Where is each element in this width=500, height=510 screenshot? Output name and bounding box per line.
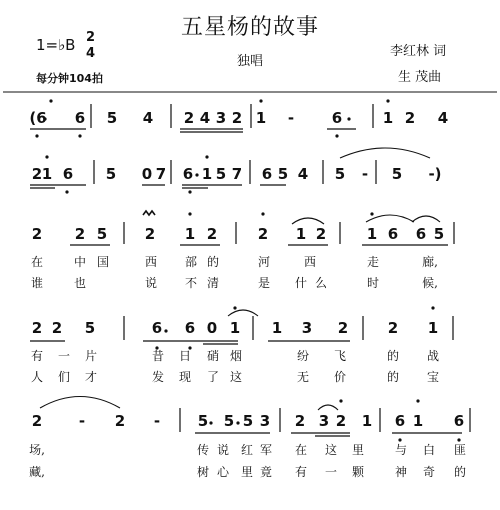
lyric: 奇: [422, 465, 435, 479]
note: 5: [215, 165, 227, 183]
lyric: 的: [386, 370, 399, 384]
lyric: 与: [394, 443, 407, 457]
note: (6: [29, 109, 47, 127]
lyric: 谁: [30, 276, 43, 290]
lyric: 在: [294, 443, 307, 457]
note: 5: [105, 165, 117, 183]
note: 2: [31, 165, 43, 183]
note: 2: [231, 109, 243, 127]
note: 1: [412, 412, 424, 430]
note: 0: [141, 165, 153, 183]
lyric: 无: [296, 370, 309, 384]
note: 2: [387, 319, 399, 337]
lyric: 中: [73, 255, 86, 269]
lyric: 说: [216, 443, 229, 457]
time-signature-top: 2: [86, 30, 96, 45]
lyric: 心: [216, 465, 229, 479]
lyric: 场,: [29, 443, 45, 457]
note: 2: [335, 412, 347, 430]
song-title: 五星杨的故事: [180, 15, 319, 40]
note: 1: [201, 165, 213, 183]
time-signature-bottom: 4: [86, 46, 96, 61]
lyric: 一: [57, 349, 70, 363]
note: 6: [62, 165, 74, 183]
lyric: 清: [206, 276, 219, 290]
note: 2: [31, 225, 43, 243]
lyric: 才: [84, 370, 97, 384]
note: 6: [182, 165, 194, 183]
note: 2: [294, 412, 306, 430]
lyric: 有: [30, 349, 43, 363]
lyric: 时: [366, 276, 379, 290]
lyric: 宝: [426, 370, 439, 384]
lyric: 价: [333, 370, 346, 384]
note: 2: [257, 225, 269, 243]
note: 1: [361, 412, 373, 430]
note: 7: [231, 165, 243, 183]
lyric: 国: [96, 255, 109, 269]
lyric: 发: [151, 370, 164, 384]
lyric: 西: [144, 255, 157, 269]
lyric: 军: [259, 443, 272, 457]
lyric: 白: [422, 443, 435, 457]
note: 3: [318, 412, 330, 430]
note: 1: [41, 165, 53, 183]
note: 4: [437, 109, 449, 127]
note: 2: [51, 319, 63, 337]
lyric: 里: [351, 443, 364, 457]
note: -: [361, 165, 369, 183]
note: 7: [155, 165, 167, 183]
note: 2: [144, 225, 156, 243]
note: 2: [337, 319, 349, 337]
note: 5: [391, 165, 403, 183]
note: 4: [142, 109, 154, 127]
note: 5: [223, 412, 235, 430]
note: -): [428, 165, 442, 183]
lyric: 匪: [453, 443, 466, 457]
lyric: 颗: [351, 465, 364, 479]
lyric: 有: [294, 465, 307, 479]
lyric: 一: [324, 465, 337, 479]
note: 5: [433, 225, 445, 243]
lyric: 的: [206, 255, 219, 269]
note: 2: [183, 109, 195, 127]
note: 4: [297, 165, 309, 183]
note: 1: [382, 109, 394, 127]
note: 6: [331, 109, 343, 127]
note: 6: [261, 165, 273, 183]
lyric: 日: [178, 349, 191, 363]
note: 3: [215, 109, 227, 127]
lyric: 树: [196, 465, 209, 479]
note: 6: [151, 319, 163, 337]
lyricist-credit: 李红林 词: [390, 44, 447, 59]
lyric: 纷: [296, 349, 309, 363]
lyric: 了: [206, 370, 219, 384]
note: 6: [74, 109, 86, 127]
note: 6: [394, 412, 406, 430]
lyric: 人: [30, 370, 43, 384]
lyric: 这: [229, 370, 242, 384]
note: 2: [404, 109, 416, 127]
note: 0: [206, 319, 218, 337]
lyric: 红: [240, 443, 253, 457]
note: -: [153, 412, 161, 430]
note: 6: [387, 225, 399, 243]
lyric: 这: [324, 443, 337, 457]
lyric: 的: [453, 465, 466, 479]
note: 3: [259, 412, 271, 430]
lyric: 部: [184, 255, 197, 269]
key-signature: 1=♭B: [36, 36, 76, 54]
note: -: [287, 109, 295, 127]
lyric: 的: [386, 349, 399, 363]
lyric: 西: [303, 255, 316, 269]
lyric: 神: [394, 465, 407, 479]
lyric: 候,: [422, 276, 438, 290]
composer-credit: 生 茂曲: [398, 70, 442, 85]
lyric: 也: [73, 276, 86, 290]
note: -: [78, 412, 86, 430]
lyric: 片: [84, 349, 97, 363]
note: 5: [277, 165, 289, 183]
lyric: 不: [184, 276, 197, 290]
note: 4: [199, 109, 211, 127]
lyric: 什: [294, 276, 307, 290]
note: 2: [74, 225, 86, 243]
note: 5: [106, 109, 118, 127]
lyric: 说: [144, 276, 157, 290]
note: 5: [84, 319, 96, 337]
note: 6: [415, 225, 427, 243]
note: 1: [271, 319, 283, 337]
lyric: 走: [366, 255, 379, 269]
note: 1: [366, 225, 378, 243]
note: 1: [427, 319, 439, 337]
lyric: 廊,: [422, 255, 438, 269]
lyric: 昔: [151, 349, 164, 363]
lyric: 在: [30, 255, 43, 269]
lyric: 河: [257, 255, 270, 269]
lyric: 战: [426, 349, 439, 363]
lyric: 烟: [229, 349, 242, 363]
note: 5: [334, 165, 346, 183]
note: 2: [31, 319, 43, 337]
note: 6: [184, 319, 196, 337]
note: 1: [295, 225, 307, 243]
lyric: 竟: [259, 465, 272, 479]
note: 1: [184, 225, 196, 243]
note: 6: [453, 412, 465, 430]
performance-type: 独唱: [236, 54, 263, 69]
lyric: 么: [314, 276, 327, 290]
note: 2: [206, 225, 218, 243]
note: 1: [255, 109, 267, 127]
note: 3: [301, 319, 313, 337]
note: 2: [114, 412, 126, 430]
note: 1: [229, 319, 241, 337]
note: 2: [31, 412, 43, 430]
note: 5: [242, 412, 254, 430]
lyric: 飞: [333, 349, 346, 363]
lyric: 传: [196, 443, 209, 457]
note: 2: [315, 225, 327, 243]
lyric: 是: [257, 276, 270, 290]
lyric: 里: [240, 465, 253, 479]
note: 5: [197, 412, 209, 430]
lyric: 们: [57, 370, 70, 384]
lyric: 现: [178, 370, 191, 384]
tempo-marking: 每分钟104拍: [36, 72, 103, 85]
note: 5: [96, 225, 108, 243]
lyric: 藏,: [29, 465, 45, 479]
lyric: 硝: [206, 349, 219, 363]
